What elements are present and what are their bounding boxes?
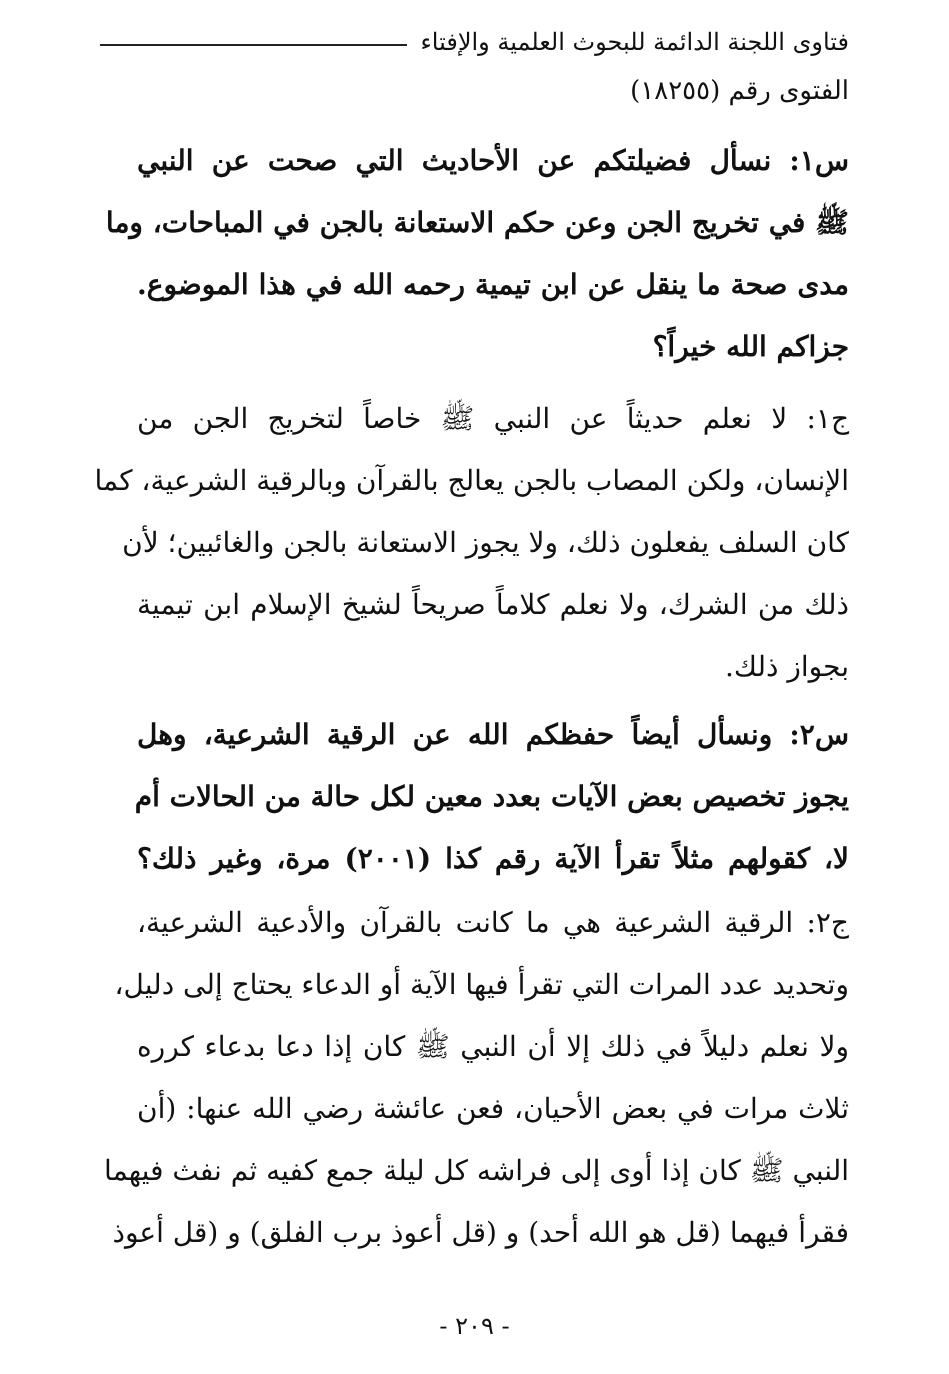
- answer-1-line-1: ج١: لا نعلم حديثاً عن النبي ﷺ خاصاً لتخريج الجن من: [137, 402, 850, 435]
- question-2-line-2: يجوز تخصيص بعض الآيات بعدد معين لكل حالة من الحالات أم: [134, 780, 849, 813]
- answer-1-line-3: كان السلف يفعلون ذلك، ولا يجوز الاستعانة بالجن والغائبين؛ لأن: [122, 526, 849, 559]
- answer-2-line-6: فقرأ فيهما (قل هو الله أحد) و (قل أعوذ برب الفلق) و (قل أعوذ: [112, 1216, 849, 1249]
- fatwa-number: الفتوى رقم (١٨٢٥٥): [630, 76, 849, 106]
- answer-2-line-1: ج٢: الرقية الشرعية هي ما كانت بالقرآن والأدعية الشرعية،: [137, 906, 849, 939]
- question-1-line-1: س١: نسأل فضيلتكم عن الأحاديث التي صحت عن النبي: [137, 144, 849, 177]
- answer-2-line-5: النبي ﷺ كان إذا أوى إلى فراشه كل ليلة جمع كفيه ثم نفث فيهما: [104, 1154, 849, 1187]
- question-1-line-3: مدى صحة ما ينقل عن ابن تيمية رحمه الله في هذا الموضوع.: [137, 268, 849, 301]
- answer-2-line-3: ولا نعلم دليلاً في ذلك إلا أن النبي ﷺ كان إذا دعا بدعاء كرره: [137, 1030, 849, 1063]
- running-head-title: فتاوى اللجنة الدائمة للبحوث العلمية والإفتاء: [420, 28, 849, 56]
- page-number: - ٢٠٩ -: [439, 1312, 510, 1340]
- running-head-rule: [100, 44, 407, 46]
- answer-1-line-4: ذلك من الشرك، ولا نعلم كلاماً صريحاً لشيخ الإسلام ابن تيمية: [137, 588, 849, 621]
- question-2-line-1: س٢: ونسأل أيضاً حفظكم الله عن الرقية الشرعية، وهل: [137, 718, 849, 751]
- answer-1-line-2: الإنسان، ولكن المصاب بالجن يعالج بالقرآن وبالرقية الشرعية، كما: [94, 464, 849, 497]
- running-head: [100, 22, 849, 62]
- question-2-line-3: لا، كقولهم مثلاً تقرأ الآية رقم كذا (٢٠٠١) مرة، وغير ذلك؟: [137, 842, 850, 875]
- answer-2-line-2: وتحديد عدد المرات التي تقرأ فيها الآية أو الدعاء يحتاج إلى دليل،: [114, 968, 849, 1001]
- question-1-line-2: ﷺ في تخريج الجن وعن حكم الاستعانة بالجن في المباحات، وما: [105, 206, 849, 239]
- question-1-line-4: جزاكم الله خيراً؟: [652, 330, 849, 363]
- answer-1-line-5: بجواز ذلك.: [724, 650, 849, 683]
- answer-2-line-4: ثلاث مرات في بعض الأحيان، فعن عائشة رضي الله عنها: (أن: [137, 1092, 849, 1125]
